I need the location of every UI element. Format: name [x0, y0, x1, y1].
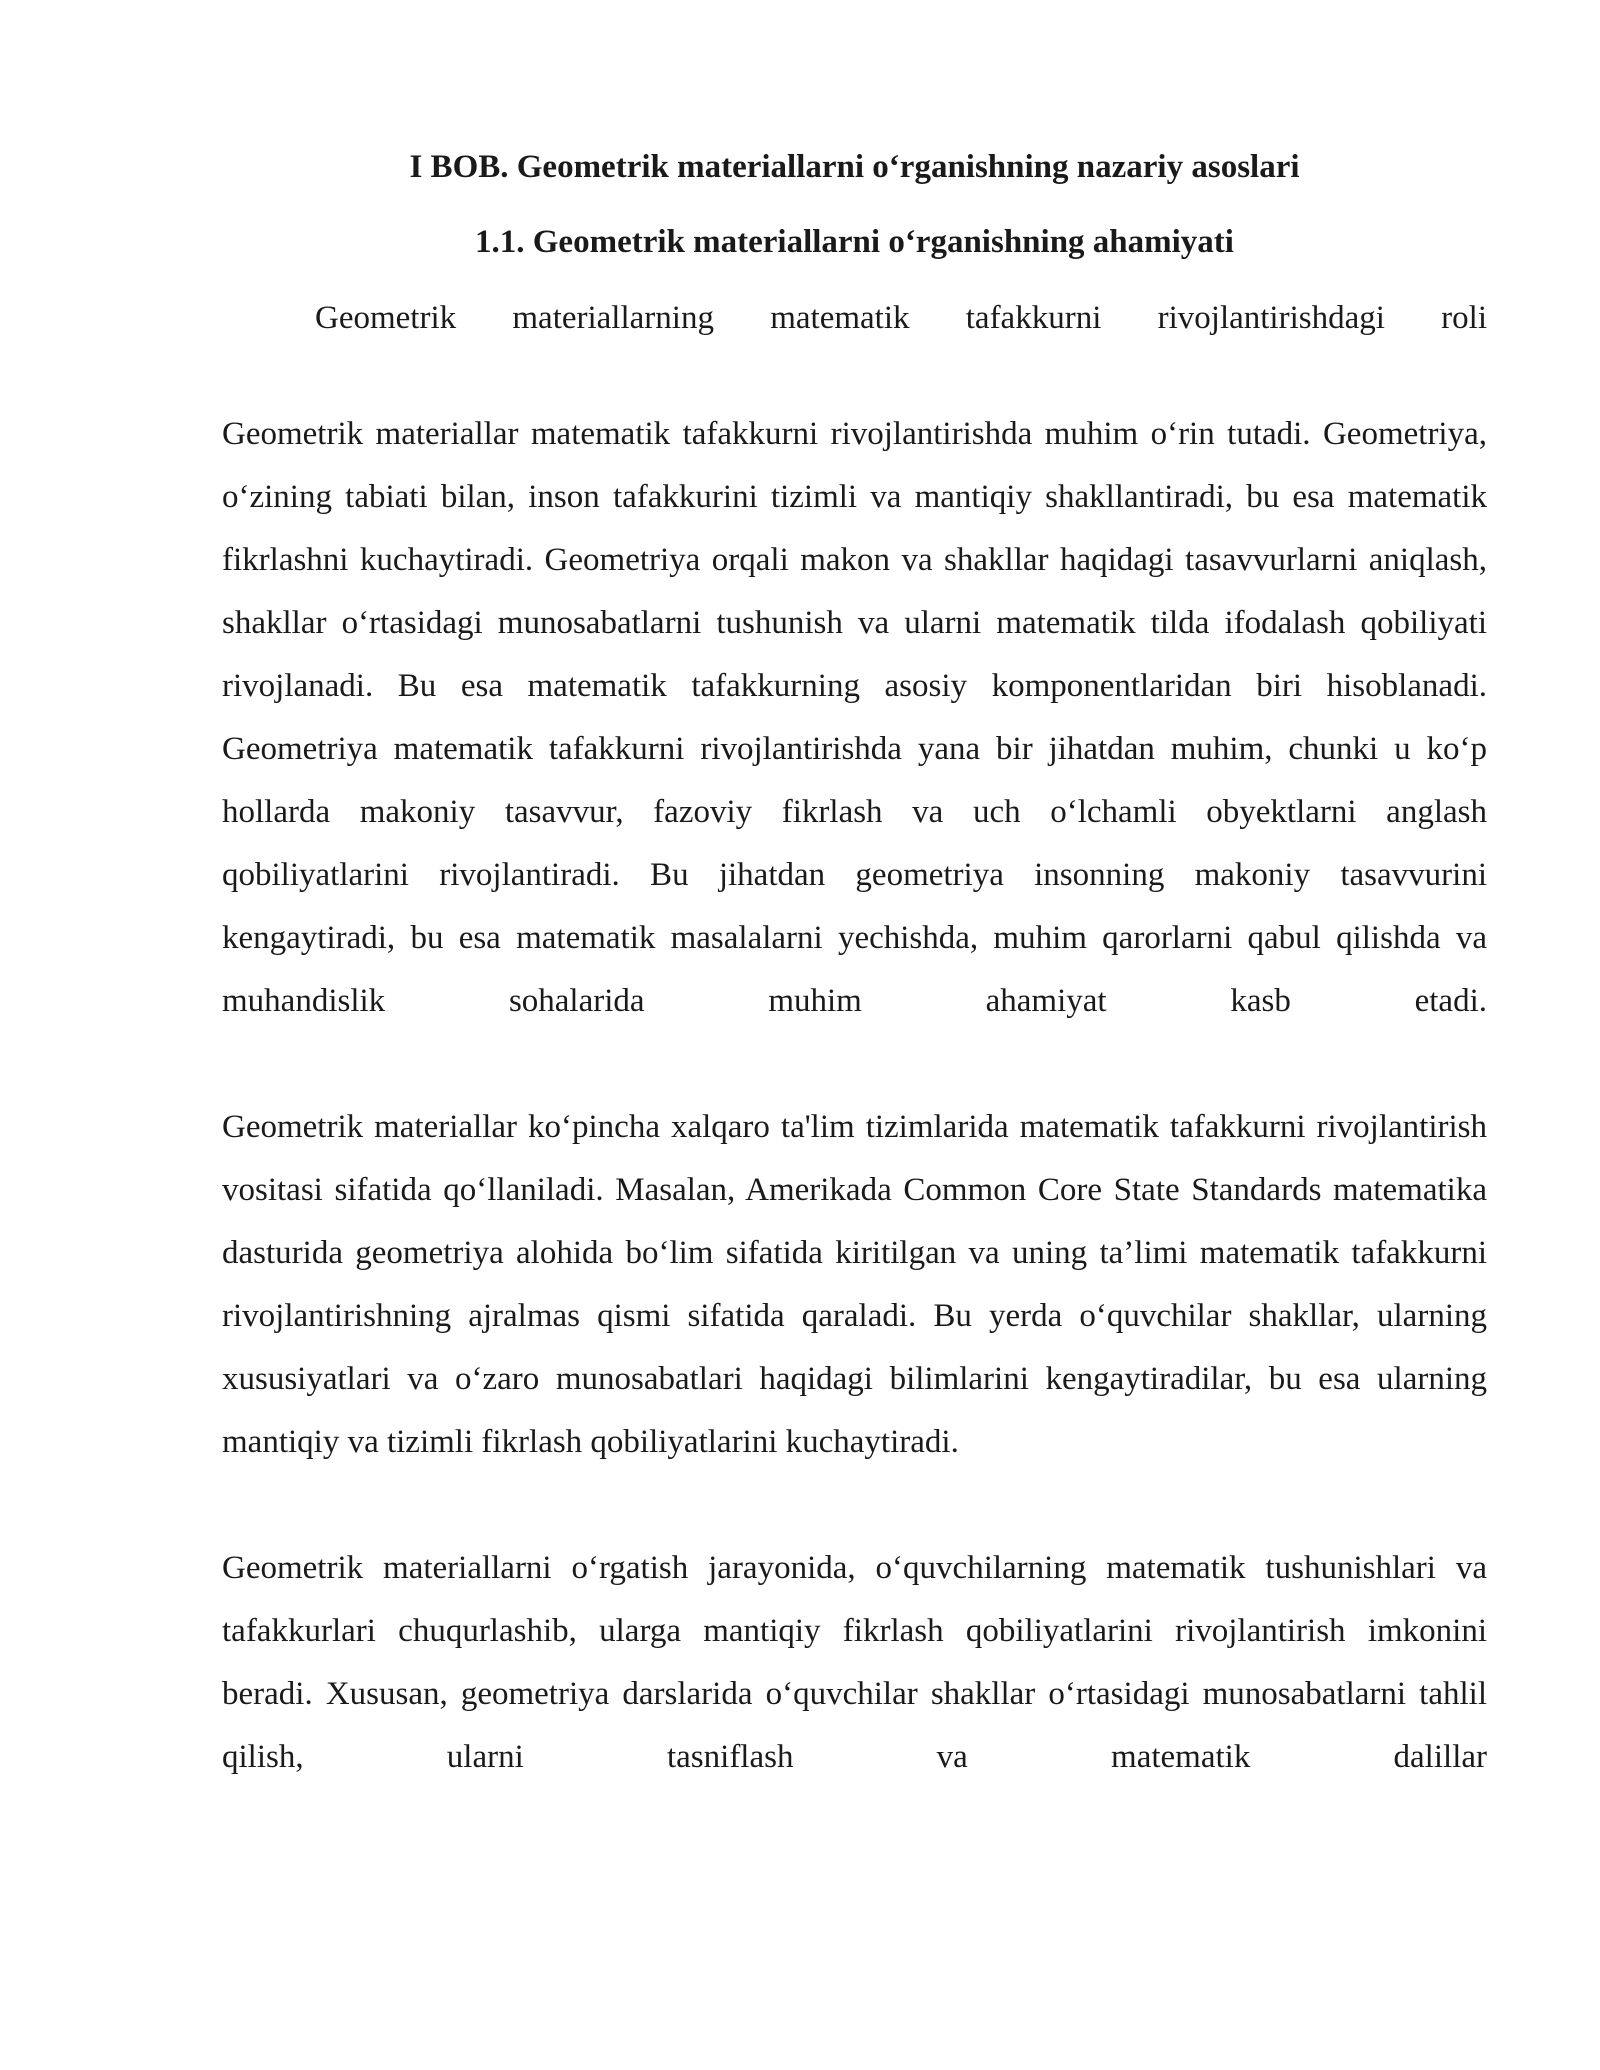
- subsection-heading: Geometrik materiallarning matematik tafakkurni rivojlantirishdagi roli: [315, 300, 1487, 336]
- paragraph-2: Geometrik materiallar ko‘pincha xalqaro ta'lim tizimlarida matematik tafakkurni rivojlantirish vositasi sifatida qo‘llaniladi. Masalan, Amerikada Common Core State Standards matematika dasturida geometriya alohida bo‘lim sifatida kiritilgan va uning ta’limi matematik tafakkurni rivojlantirishning ajralmas qismi sifatida qaraladi. Bu yerda o‘quvchilar shakllar, ularning xususiyatlari va o‘zaro munosabatlari haqidagi bilimlarini kengaytiradilar, bu esa ularning mantiqiy va tizimli fikrlash qobiliyatlarini kuchaytiradi.: [222, 1109, 1487, 1460]
- paragraph-1: Geometrik materiallar matematik tafakkurni rivojlantirishda muhim o‘rin tutadi. Geometriya, o‘zining tabiati bilan, inson tafakkurini tizimli va mantiqiy shakllantiradi, bu esa matematik fikrlashni kuchaytiradi. Geometriya orqali makon va shakllar haqidagi tasavvurlarni aniqlash, shakllar o‘rtasidagi munosabatlarni tushunish va ularni matematik tilda ifodalash qobiliyati rivojlanadi. Bu esa matematik tafakkurning asosiy komponentlaridan biri hisoblanadi. Geometriya matematik tafakkurni rivojlantirishda yana bir jihatdan muhim, chunki u ko‘p hollarda makoniy tasavvur, fazoviy fikrlash va uch o‘lchamli obyektlarni anglash qobiliyatlarini rivojlantiradi. Bu jihatdan geometriya insonning makoniy tasavvurini kengaytiradi, bu esa matematik masalalarni yechishda, muhim qarorlarni qabul qilishda va muhandislik sohalarida muhim ahamiyat kasb etadi.: [222, 416, 1487, 1019]
- section-title: 1.1. Geometrik materiallarni o‘rganishning ahamiyati: [475, 224, 1234, 260]
- document-page: [222, 145, 1487, 1789]
- paragraph-3: Geometrik materiallarni o‘rgatish jarayonida, o‘quvchilarning matematik tushunishlari va tafakkurlari chuqurlashib, ularga mantiqiy fikrlash qobiliyatlarini rivojlantirish imkonini beradi. Xususan, geometriya darslarida o‘quvchilar shakllar o‘rtasidagi munosabatlarni tahlil qilish, ularni tasniflash va matematik dalillar: [222, 1550, 1487, 1775]
- chapter-title: I BOB. Geometrik materiallarni o‘rganishning nazariy asoslari: [409, 149, 1300, 185]
